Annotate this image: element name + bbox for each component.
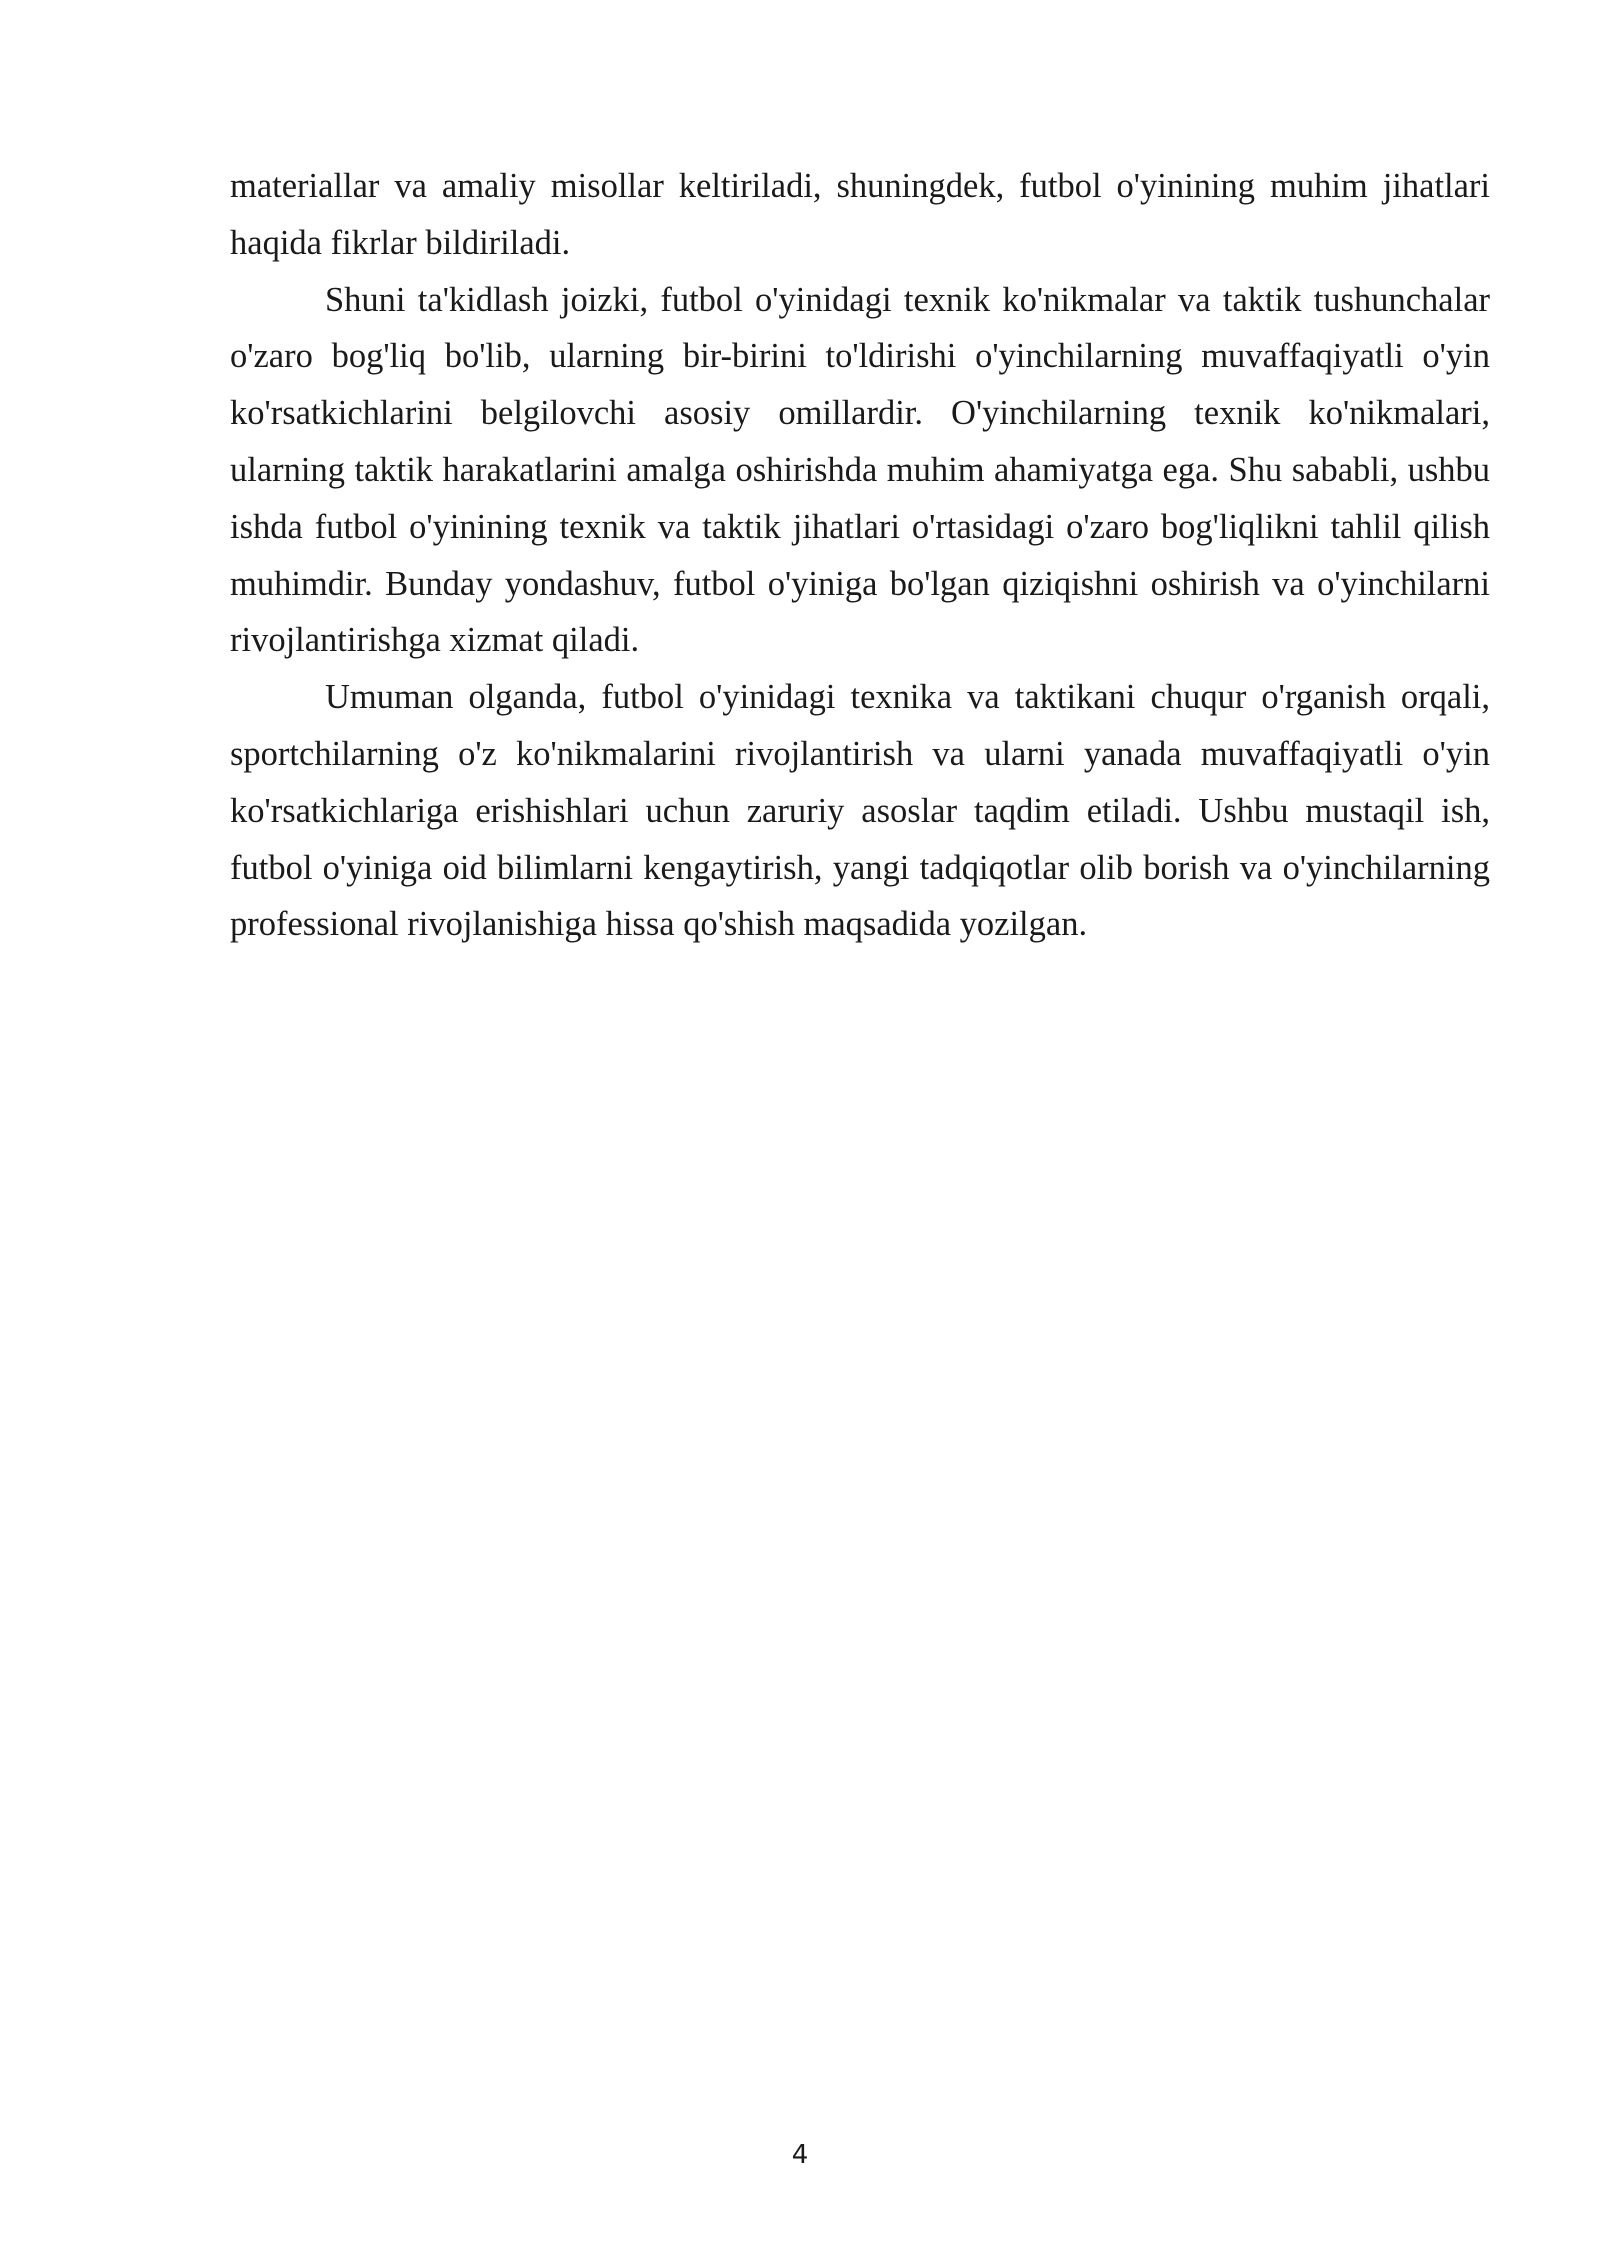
paragraph-conclusion: Umuman olganda, futbol o'yinidagi texnika va taktikani chuqur o'rganish orqali, sportchilarning o'z ko'nikmalarini rivojlantirish va ularni yanada muvaffaqiyatli o'yin ko'rsatkichlariga erishishlari uchun zaruriy asoslar taqdim etiladi. Ushbu mustaqil ish, futbol o'yiniga oid bilimlarni kengaytirish, yangi tadqiqotlar olib borish va o'yinchilarning professional rivojlanishiga hissa qo'shish maqsadida yozilgan. <box>230 678 1490 944</box>
body-text <box>230 158 1490 953</box>
paragraph-technique-tactics: Shuni ta'kidlash joizki, futbol o'yinidagi texnik ko'nikmalar va taktik tushunchalar o'zaro bog'liq bo'lib, ularning bir-birini to'ldirishi o'yinchilarning muvaffaqiyatli o'yin ko'rsatkichlarini belgilovchi asosiy omillardir. O'yinchilarning texnik ko'nikmalari, ularning taktik harakatlarini amalga oshirishda muhim ahamiyatga ega. Shu sababli, ushbu ishda futbol o'yinining texnik va taktik jihatlari o'rtasidagi o'zaro bog'liqlikni tahlil qilish muhimdir. Bunday yondashuv, futbol o'yiniga bo'lgan qiziqishni oshirish va o'yinchilarni rivojlantirishga xizmat qiladi. <box>230 280 1490 660</box>
page-number: 4 <box>791 2140 809 2170</box>
paragraph-continuation: materiallar va amaliy misollar keltiriladi, shuningdek, futbol o'yinining muhim jihatlari haqida fikrlar bildiriladi. <box>230 167 1490 262</box>
